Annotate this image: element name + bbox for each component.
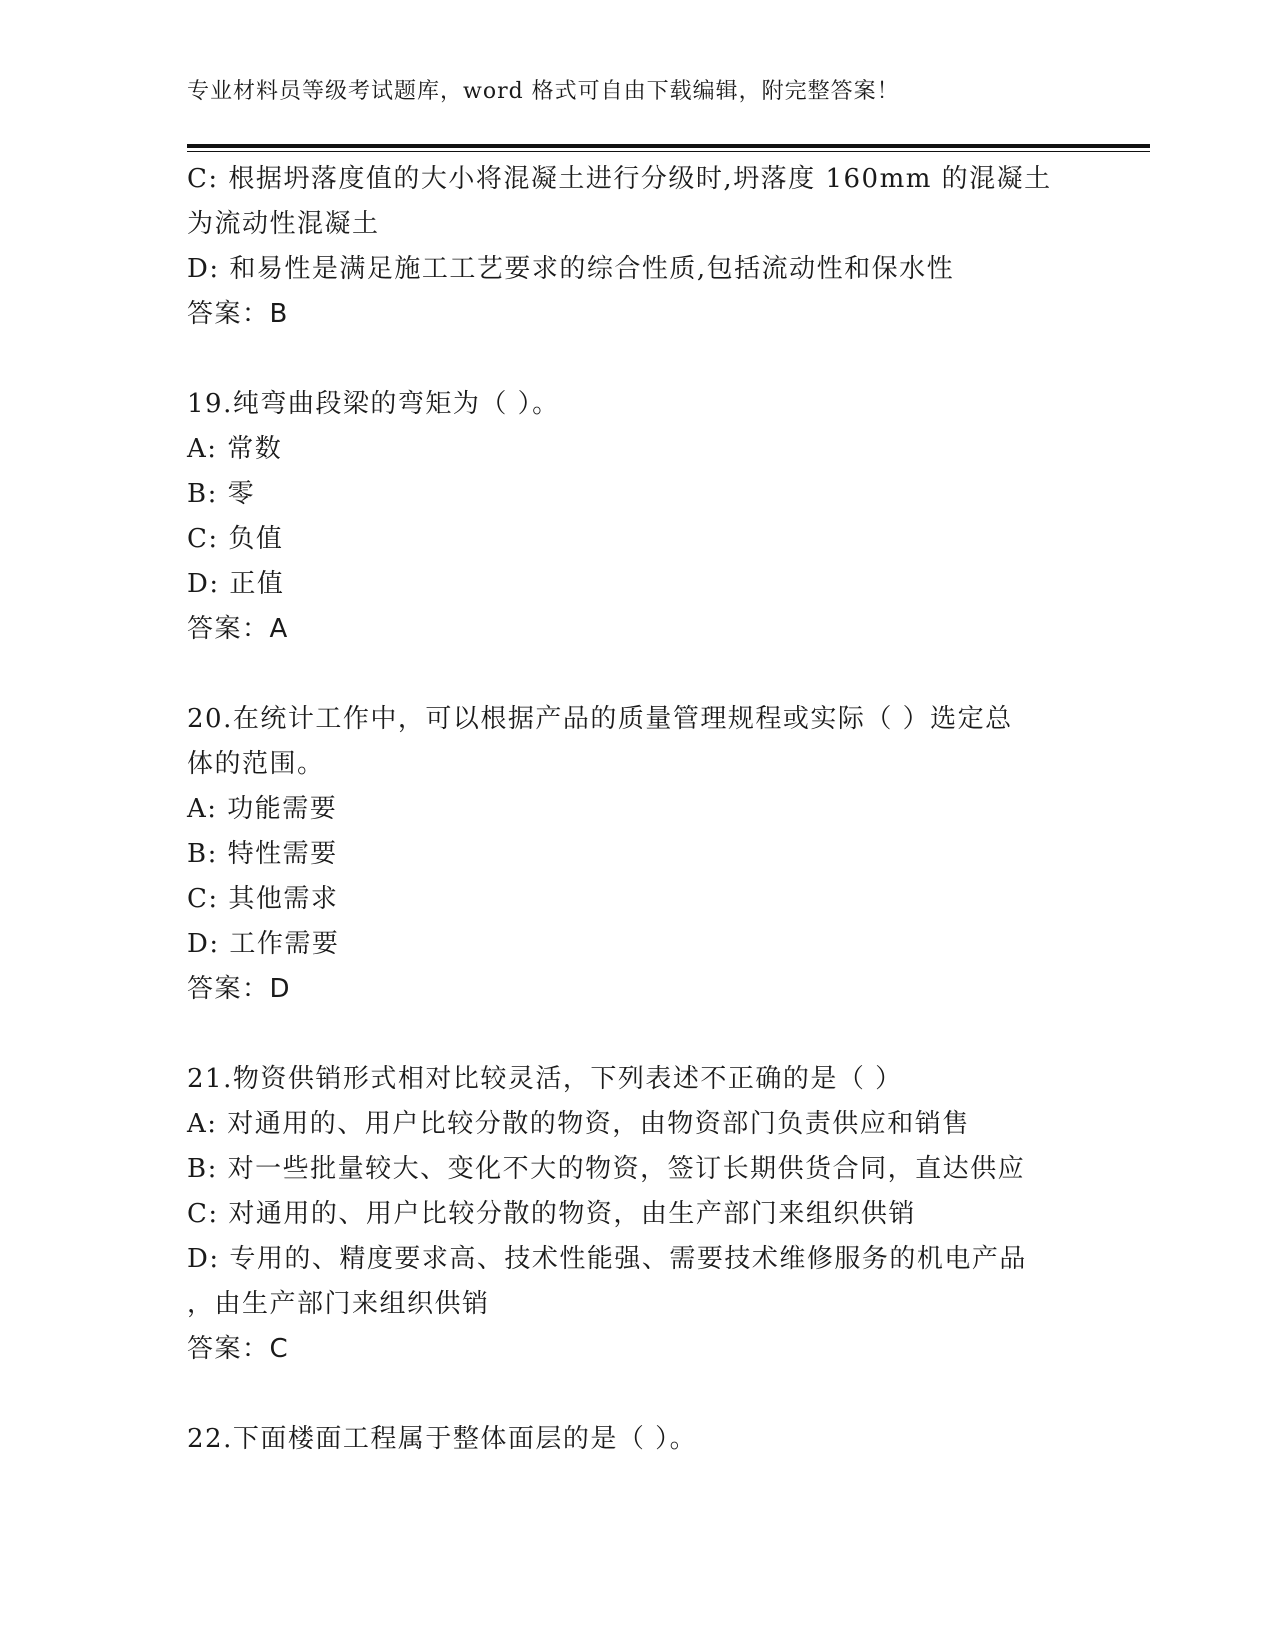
option-d: D: 和易性是满足施工工艺要求的综合性质,包括流动性和保水性 [187, 254, 955, 284]
header-rule-thin [187, 151, 1150, 152]
option-c: C: 其他需求 [187, 884, 339, 914]
question-22 [187, 1417, 1087, 1462]
option-b: B: 对一些批量较大、变化不大的物资，签订长期供货合同，直达供应 [187, 1154, 1026, 1184]
option-d: D: 专用的、精度要求高、技术性能强、需要技术维修服务的机电产品 [187, 1244, 1027, 1274]
answer: 答案：C [187, 1334, 290, 1364]
question-text: 22.下面楼面工程属于整体面层的是（ ）。 [187, 1424, 698, 1454]
question-text: 21.物资供销形式相对比较灵活，下列表述不正确的是（ ） [187, 1064, 903, 1094]
answer: 答案：B [187, 299, 289, 329]
question-text: 20.在统计工作中，可以根据产品的质量管理规程或实际（ ）选定总 [187, 704, 1013, 734]
answer: 答案：A [187, 614, 289, 644]
question-21 [187, 1057, 1087, 1372]
option-c-continued: 为流动性混凝土 [187, 209, 380, 239]
option-d: D: 工作需要 [187, 929, 340, 959]
option-c: C: 对通用的、用户比较分散的物资，由生产部门来组织供销 [187, 1199, 916, 1229]
question-18 [187, 157, 1087, 337]
option-a: A: 常数 [187, 434, 283, 464]
option-a: A: 功能需要 [187, 794, 338, 824]
option-d-continued: ，由生产部门来组织供销 [187, 1289, 490, 1319]
option-b: B: 特性需要 [187, 839, 338, 869]
question-text-continued: 体的范围。 [187, 749, 325, 779]
option-c: C: 负值 [187, 524, 284, 554]
answer: 答案：D [187, 974, 292, 1004]
header-rule-thick [187, 144, 1150, 148]
question-20 [187, 697, 1087, 1012]
question-text: 19.纯弯曲段梁的弯矩为（ ）。 [187, 389, 560, 419]
option-c: C: 根据坍落度值的大小将混凝土进行分级时,坍落度 160mm 的混凝土 [187, 164, 1052, 194]
option-a: A: 对通用的、用户比较分散的物资，由物资部门负责供应和销售 [187, 1109, 970, 1139]
question-19 [187, 382, 1087, 652]
option-b: B: 零 [187, 479, 256, 509]
option-d: D: 正值 [187, 569, 285, 599]
page-header: 专业材料员等级考试题库，word 格式可自由下载编辑，附完整答案！ [187, 79, 900, 104]
question-list [187, 157, 1087, 1462]
